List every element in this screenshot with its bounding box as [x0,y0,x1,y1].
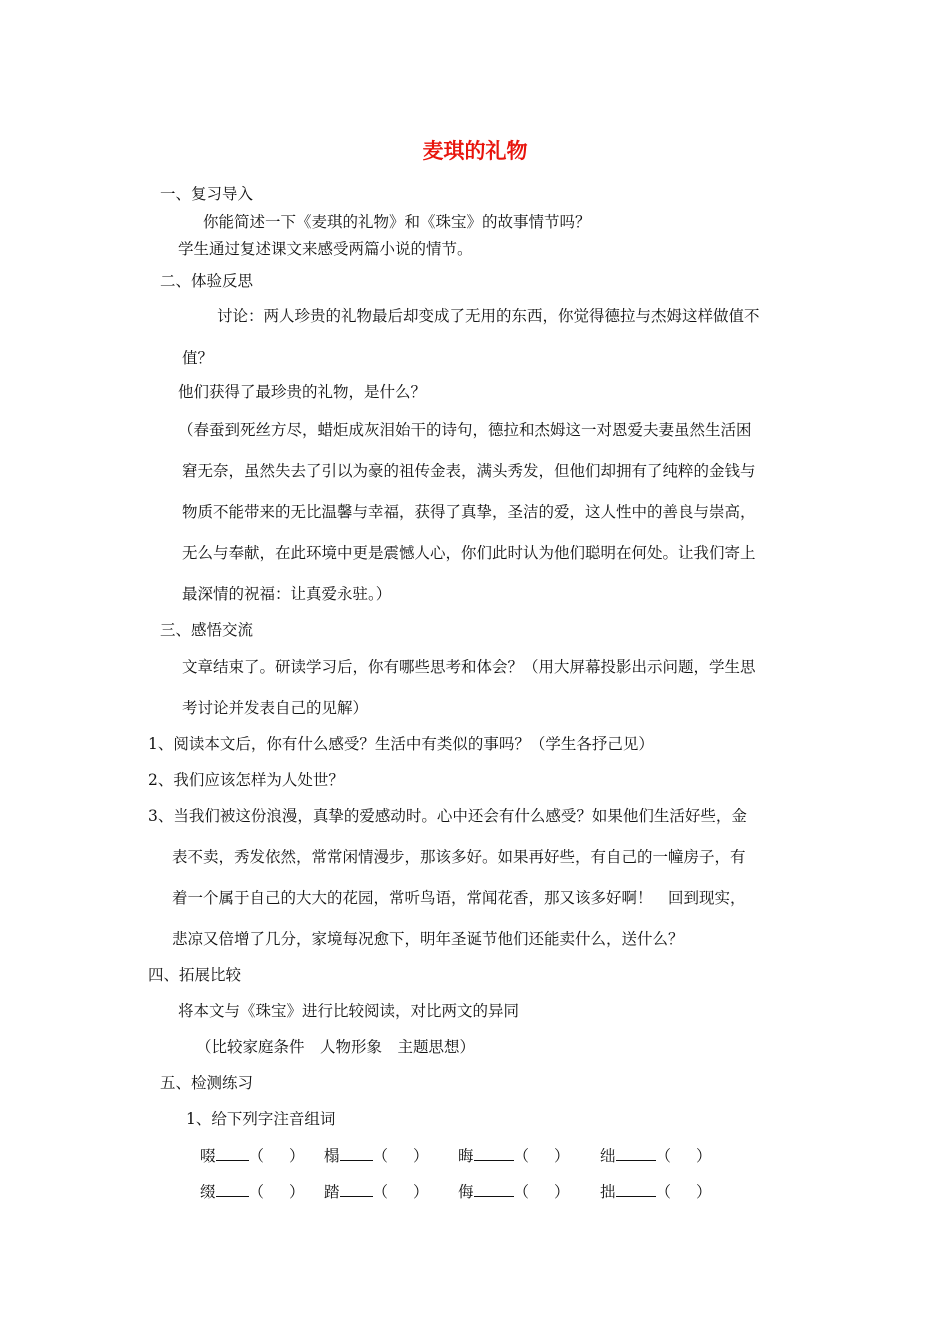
question-item: 2、我们应该怎样为人处世？ [148,771,344,789]
paragraph-line: 无么与奉献，在此环境中更是震憾人心，你们此时认为他们聪明在何处。让我们寄上 [182,544,756,562]
pinyin-exercise-row-1 [200,1145,760,1165]
paragraph-line: 着一个属于自己的大大的花园，常听鸟语，常闻花香，那又该多好啊！ 回到现实， [172,889,746,907]
question-item: 1、阅读本文后，你有什么感受？生活中有类似的事吗？（学生各抒己见） [148,735,654,753]
exercise-instruction: 1、给下列字注音组词 [186,1110,336,1128]
paragraph-line: 他们获得了最珍贵的礼物，是什么？ [178,383,427,401]
pinyin-item: 侮 （ ） [458,1183,570,1201]
question-item: 3、当我们被这份浪漫，真挚的爱感动时。心中还会有什么感受？如果他们生活好些，金 [148,807,747,825]
pinyin-item: 榻 （ ） [324,1147,429,1165]
paragraph-line: 讨论：两人珍贵的礼物最后却变成了无用的东西，你觉得德拉与杰姆这样做值不 [217,307,760,325]
pinyin-item: 晦 （ ） [458,1147,570,1165]
section-heading-exercise: 五、检测练习 [160,1074,254,1092]
answer-blank[interactable] [340,1145,373,1161]
paragraph-line: 将本文与《珠宝》进行比较阅读，对比两文的异同 [178,1002,520,1020]
section-heading-exchange: 三、感悟交流 [160,621,254,639]
paragraph-line: 你能简述一下《麦琪的礼物》和《珠宝》的故事情节吗？ [203,213,591,231]
section-heading-reflection: 二、体验反思 [160,272,254,290]
answer-blank[interactable] [474,1145,514,1161]
pinyin-item: 啜 （ ） [200,1147,305,1165]
word-paren[interactable]: （ ） [248,1183,305,1201]
section-heading-review: 一、复习导入 [160,185,254,203]
pinyin-item: 踏 （ ） [324,1183,429,1201]
answer-blank[interactable] [616,1145,656,1161]
paragraph-line: 窘无奈，虽然失去了引以为豪的祖传金表，满头秀发，但他们却拥有了纯粹的金钱与 [182,462,756,480]
pinyin-exercise-row-2 [200,1181,760,1201]
paragraph-line: 最深情的祝福：让真爱永驻。） [182,585,392,603]
paragraph-line: 考讨论并发表自己的见解） [182,699,369,717]
paragraph-line: 物质不能带来的无比温馨与幸福，获得了真挚，圣洁的爱，这人性中的善良与崇高， [182,503,756,521]
paragraph-line: 表不卖，秀发依然，常常闲情漫步，那该多好。如果再好些，有自己的一幢房子，有 [172,848,746,866]
answer-blank[interactable] [616,1181,656,1197]
paragraph-line: 值？ [182,349,214,367]
paragraph-line: 悲凉又倍增了几分，家境每况愈下，明年圣诞节他们还能卖什么，送什么？ [172,930,684,948]
answer-blank[interactable] [216,1145,249,1161]
answer-blank[interactable] [216,1181,249,1197]
paragraph-line: （比较家庭条件 人物形象 主题思想） [196,1038,476,1056]
paragraph-line: （春蚕到死丝方尽，蜡炬成灰泪始干的诗句，德拉和杰姆这一对恩爱夫妻虽然生活困 [178,421,752,439]
paragraph-line: 文章结束了。研读学习后，你有哪些思考和体会？（用大屏幕投影出示问题，学生思 [182,658,756,676]
section-heading-comparison: 四、拓展比较 [148,966,242,984]
pinyin-item: 拙 （ ） [600,1183,712,1201]
word-paren[interactable]: （ ） [655,1183,712,1201]
answer-blank[interactable] [340,1181,373,1197]
pinyin-item: 缀 （ ） [200,1183,305,1201]
answer-blank[interactable] [474,1181,514,1197]
word-paren[interactable]: （ ） [372,1147,429,1165]
paragraph-line: 学生通过复述课文来感受两篇小说的情节。 [178,240,473,258]
word-paren[interactable]: （ ） [372,1183,429,1201]
word-paren[interactable]: （ ） [513,1147,570,1165]
page-title: 麦琪的礼物 [422,139,528,163]
word-paren[interactable]: （ ） [655,1147,712,1165]
word-paren[interactable]: （ ） [248,1147,305,1165]
word-paren[interactable]: （ ） [513,1183,570,1201]
pinyin-item: 绌 （ ） [600,1147,712,1165]
